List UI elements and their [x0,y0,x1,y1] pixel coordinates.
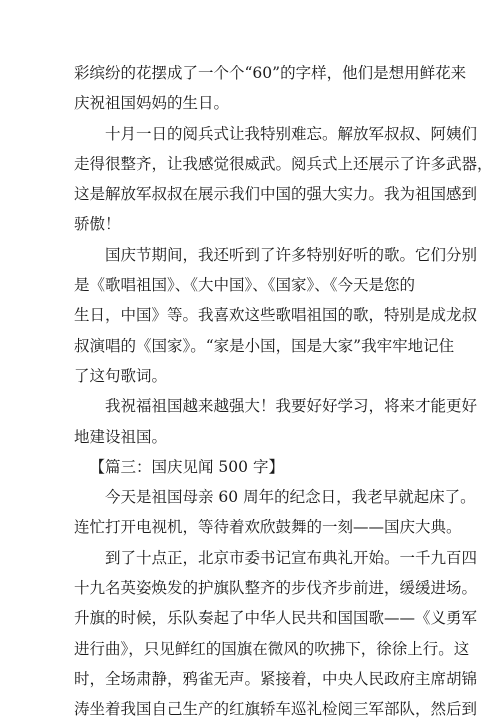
text-line: 了这句歌词。 [74,366,168,385]
text-line: 地建设祖国。 [74,427,168,446]
paragraph [74,482,476,543]
text-line: 【篇三：国庆见闻 500 字】 [89,457,284,476]
section-heading [74,452,430,482]
paragraph [74,543,478,725]
text-line: 彩缤纷的花摆成了一个个“60”的字样，他们是想用鲜花来 [74,64,467,82]
text-line: 国庆节期间，我还听到了许多特别好听的歌。它们分别 [105,245,478,264]
paragraph [74,119,493,240]
text-line: 叔演唱的《国家》。“家是小国，国是大家”我牢牢地记住 [74,336,455,355]
text-line: 走得很整齐，让我感觉很威武。阅兵式上还展示了许多武器， [74,154,493,173]
text-line: 我祝福祖国越来越强大！我要好好学习，将来才能更好 [105,397,478,416]
text-line: 十月一日的阅兵式让我特别难忘。解放军叔叔、阿姨们 [105,124,478,143]
text-line: 十九名英姿焕发的护旗队整齐的步伐齐步前进，缓缓进场。 [74,579,478,598]
text-line: 生日，中国》等。我喜欢这些歌唱祖国的歌，特别是成龙叔 [74,306,478,325]
text-line: 到了十点正，北京市委书记宣布典礼开始。一千九百四 [105,548,478,567]
text-line: 这是解放军叔叔在展示我们中国的强大实力。我为祖国感到 [74,185,478,204]
text-line: 时，全场肃静，鸦雀无声。紧接着，中央人民政府主席胡锦 [74,669,478,688]
text-line: 升旗的时候，乐队奏起了中华人民共和国国歌——《义勇军 [74,609,478,628]
text-line: 庆祝祖国妈妈的生日。 [74,94,230,113]
text-line: 是《歌唱祖国》、《大中国》、《国家》、《今天是您的 [74,276,416,295]
paragraph [74,391,478,452]
paragraph [74,240,478,391]
text-line: 连忙打开电视机，等待着欢欣鼓舞的一刻——国庆大典。 [74,518,462,537]
text-line: 骄傲！ [74,215,121,234]
document-body [74,58,493,725]
text-line: 今天是祖国母亲 60 周年的纪念日，我老早就起床了。 [105,488,476,507]
paragraph [74,58,467,119]
text-line: 涛坐着我国自己生产的红旗轿车巡礼检阅三军部队，然后到 [74,700,478,719]
text-line: 进行曲》，只见鲜红的国旗在微风的吹拂下，徐徐上行。这 [74,639,470,658]
